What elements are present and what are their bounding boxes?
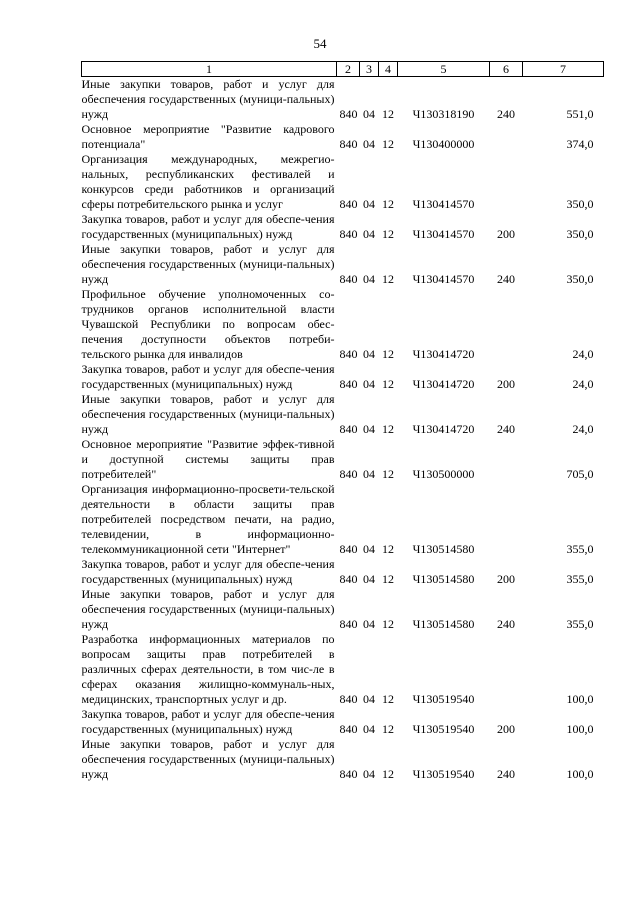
table-row	[82, 632, 604, 707]
row-expense-type-code: 200	[497, 227, 515, 241]
table-row	[82, 242, 604, 287]
table-row	[82, 737, 604, 782]
row-target-item-code: Ч130414720	[412, 422, 475, 436]
row-target-item-code: Ч130519540	[412, 722, 475, 736]
row-section-code: 04	[363, 227, 375, 241]
row-target-item-code: Ч130519540	[412, 767, 475, 781]
row-target-item-code: Ч130514580	[412, 572, 475, 586]
row-amount: 24,0	[572, 422, 594, 436]
row-ministry-code: 840	[339, 767, 358, 781]
row-expense-type-code: 200	[497, 722, 515, 736]
row-expense-type-code: 200	[497, 377, 515, 391]
row-name: Разработка информационных материалов по вопросам защиты прав потребителей в различных сферах деятельности, в том чис-ле в сферах оказания жилищно-коммуналь-ных, медицинских, транспортных услуг и др.	[81, 632, 335, 706]
row-subsection-code: 12	[382, 137, 394, 151]
row-name: Закупка товаров, работ и услуг для обеспе-чения государственных (муниципальных) нужд	[81, 557, 335, 586]
row-name: Организация информационно-просвети-тельской деятельности в области защиты прав потребителей посредством печати, на радио, телевидении, в информационно-телекоммуникационной сети "Интернет"	[81, 482, 335, 556]
row-section-code: 04	[363, 542, 375, 556]
row-name: Закупка товаров, работ и услуг для обеспе-чения государственных (муниципальных) нужд	[81, 362, 335, 391]
row-expense-type-code: 200	[497, 572, 515, 586]
row-section-code: 04	[363, 347, 375, 361]
row-section-code: 04	[363, 107, 375, 121]
table-header	[82, 62, 604, 77]
row-target-item-code: Ч130400000	[412, 137, 475, 151]
row-amount: 355,0	[566, 617, 594, 631]
row-name: Профильное обучение уполномоченных со-трудников органов исполнительной власти Чувашской Республики по вопросам обес-печения доступности объектов потреби-тельского рынка для инвалидов	[81, 287, 335, 361]
row-expense-type-code	[490, 437, 523, 482]
row-section-code: 04	[363, 422, 375, 436]
row-name: Закупка товаров, работ и услуг для обеспе-чения государственных (муниципальных) нужд	[81, 707, 335, 736]
row-ministry-code: 840	[339, 542, 358, 556]
table-row	[82, 392, 604, 437]
row-subsection-code: 12	[382, 227, 394, 241]
row-target-item-code: Ч130519540	[412, 692, 475, 706]
row-amount: 100,0	[566, 767, 594, 781]
row-subsection-code: 12	[382, 107, 394, 121]
row-amount: 24,0	[572, 377, 594, 391]
row-name: Иные закупки товаров, работ и услуг для обеспечения государственных (муници-пальных) нужд	[81, 392, 335, 436]
row-section-code: 04	[363, 137, 375, 151]
row-section-code: 04	[363, 572, 375, 586]
row-name: Основное мероприятие "Развитие эффек-тивной и доступной системы защиты прав потребителей"	[81, 437, 335, 481]
table-row	[82, 122, 604, 152]
table-body	[82, 77, 604, 783]
row-ministry-code: 840	[339, 377, 358, 391]
row-section-code: 04	[363, 617, 375, 631]
row-amount: 24,0	[572, 347, 594, 361]
row-target-item-code: Ч130414570	[412, 272, 475, 286]
row-expense-type-code	[490, 482, 523, 557]
row-ministry-code: 840	[339, 227, 358, 241]
row-ministry-code: 840	[339, 107, 358, 121]
row-ministry-code: 840	[339, 422, 358, 436]
row-expense-type-code	[490, 122, 523, 152]
row-amount: 350,0	[566, 227, 594, 241]
row-amount: 355,0	[566, 542, 594, 556]
row-subsection-code: 12	[382, 347, 394, 361]
row-expense-type-code: 240	[497, 107, 515, 121]
row-name: Основное мероприятие "Развитие кадрового потенциала"	[81, 122, 335, 151]
row-subsection-code: 12	[382, 467, 394, 481]
row-expense-type-code: 240	[497, 617, 515, 631]
table-row	[82, 77, 604, 123]
row-name: Закупка товаров, работ и услуг для обеспе-чения государственных (муниципальных) нужд	[81, 212, 335, 241]
table-row	[82, 707, 604, 737]
row-expense-type-code: 240	[497, 272, 515, 286]
row-ministry-code: 840	[339, 572, 358, 586]
header-col-7: 7	[523, 62, 604, 77]
row-target-item-code: Ч130414720	[412, 347, 475, 361]
row-target-item-code: Ч130514580	[412, 542, 475, 556]
table-row	[82, 557, 604, 587]
row-subsection-code: 12	[382, 692, 394, 706]
row-target-item-code: Ч130414720	[412, 377, 475, 391]
row-section-code: 04	[363, 467, 375, 481]
row-subsection-code: 12	[382, 377, 394, 391]
row-amount: 100,0	[566, 692, 594, 706]
row-expense-type-code	[490, 632, 523, 707]
row-ministry-code: 840	[339, 347, 358, 361]
row-ministry-code: 840	[339, 272, 358, 286]
row-expense-type-code: 240	[497, 422, 515, 436]
row-expense-type-code	[490, 287, 523, 362]
row-amount: 100,0	[566, 722, 594, 736]
row-target-item-code: Ч130500000	[412, 467, 475, 481]
table-row	[82, 152, 604, 212]
table-row	[82, 362, 604, 392]
row-ministry-code: 840	[339, 197, 358, 211]
row-ministry-code: 840	[339, 137, 358, 151]
row-name: Иные закупки товаров, работ и услуг для обеспечения государственных (муници-пальных) нужд	[81, 242, 335, 286]
budget-table	[81, 61, 604, 782]
table-row	[82, 587, 604, 632]
row-ministry-code: 840	[339, 467, 358, 481]
row-name: Иные закупки товаров, работ и услуг для обеспечения государственных (муници-пальных) нужд	[81, 587, 335, 631]
table-row	[82, 287, 604, 362]
header-col-1: 1	[82, 62, 337, 77]
row-amount: 355,0	[566, 572, 594, 586]
row-ministry-code: 840	[339, 722, 358, 736]
header-col-6: 6	[490, 62, 523, 77]
row-target-item-code: Ч130414570	[412, 227, 475, 241]
row-amount: 350,0	[566, 272, 594, 286]
row-section-code: 04	[363, 377, 375, 391]
row-subsection-code: 12	[382, 542, 394, 556]
row-target-item-code: Ч130514580	[412, 617, 475, 631]
header-col-5: 5	[398, 62, 490, 77]
row-section-code: 04	[363, 692, 375, 706]
row-name: Организация международных, межрегио-нальных, республиканских фестивалей и конкурсов среди работников и организаций сферы потребительского рынка и услуг	[81, 152, 335, 211]
row-subsection-code: 12	[382, 572, 394, 586]
row-name: Иные закупки товаров, работ и услуг для обеспечения государственных (муници-пальных) нужд	[81, 77, 335, 121]
row-section-code: 04	[363, 722, 375, 736]
row-section-code: 04	[363, 197, 375, 211]
row-amount: 374,0	[566, 137, 594, 151]
row-target-item-code: Ч130414570	[412, 197, 475, 211]
table-row	[82, 437, 604, 482]
row-expense-type-code	[490, 152, 523, 212]
row-section-code: 04	[363, 272, 375, 286]
row-amount: 350,0	[566, 197, 594, 211]
row-section-code: 04	[363, 767, 375, 781]
row-name: Иные закупки товаров, работ и услуг для обеспечения государственных (муници-пальных) нужд	[81, 737, 335, 781]
row-amount: 551,0	[566, 107, 594, 121]
row-subsection-code: 12	[382, 722, 394, 736]
table-row	[82, 212, 604, 242]
header-col-2: 2	[337, 62, 360, 77]
page-number: 54	[313, 36, 327, 51]
row-subsection-code: 12	[382, 422, 394, 436]
table-row	[82, 482, 604, 557]
row-subsection-code: 12	[382, 272, 394, 286]
row-amount: 705,0	[566, 467, 594, 481]
row-ministry-code: 840	[339, 692, 358, 706]
row-subsection-code: 12	[382, 617, 394, 631]
row-subsection-code: 12	[382, 197, 394, 211]
row-expense-type-code: 240	[497, 767, 515, 781]
row-subsection-code: 12	[382, 767, 394, 781]
row-ministry-code: 840	[339, 617, 358, 631]
header-col-3: 3	[360, 62, 379, 77]
row-target-item-code: Ч130318190	[412, 107, 475, 121]
header-col-4: 4	[379, 62, 398, 77]
